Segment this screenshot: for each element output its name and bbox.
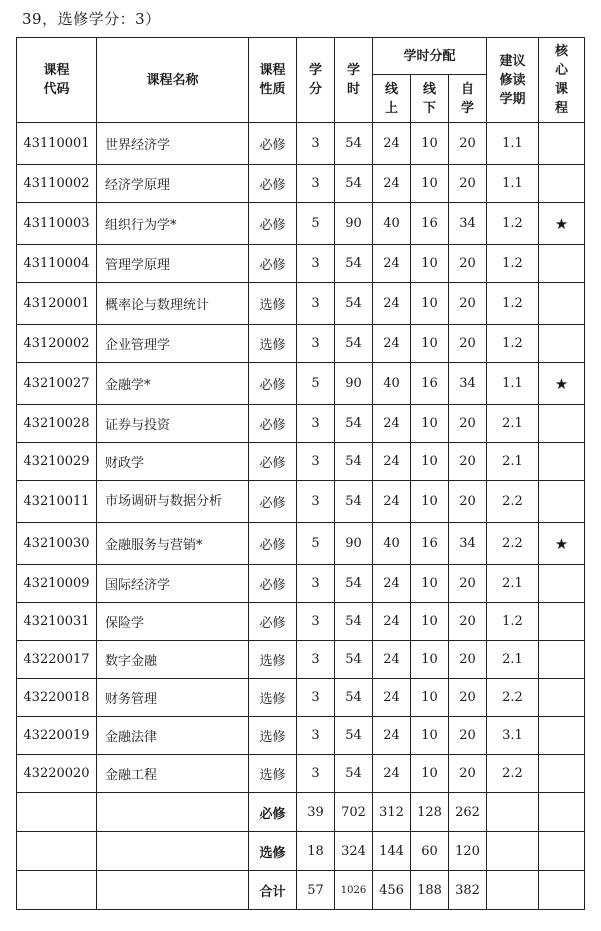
- course-code: 43210027: [17, 363, 97, 405]
- course-hours: 54: [335, 443, 373, 481]
- course-name: 保险学: [97, 603, 249, 641]
- course-offline-hours: 10: [411, 405, 449, 443]
- table-row: [17, 603, 585, 641]
- core-course-star: [539, 165, 585, 203]
- core-course-star: [539, 123, 585, 165]
- empty-cell: [97, 832, 249, 871]
- summary-hours: 1026: [335, 871, 373, 910]
- core-course-star: ★: [539, 363, 585, 405]
- course-nature: 必修: [249, 363, 297, 405]
- course-nature: 必修: [249, 245, 297, 283]
- course-code: 43220017: [17, 641, 97, 679]
- summary-self-hours: 382: [449, 871, 487, 910]
- course-self-hours: 20: [449, 405, 487, 443]
- empty-cell: [539, 871, 585, 910]
- course-self-hours: 20: [449, 123, 487, 165]
- course-online-hours: 40: [373, 203, 411, 245]
- summary-offline-hours: 128: [411, 793, 449, 832]
- course-self-hours: 20: [449, 443, 487, 481]
- course-online-hours: 24: [373, 245, 411, 283]
- course-credits: 3: [297, 325, 335, 363]
- summary-offline-hours: 60: [411, 832, 449, 871]
- summary-offline-hours: 188: [411, 871, 449, 910]
- course-nature: 选修: [249, 641, 297, 679]
- empty-cell: [97, 871, 249, 910]
- course-offline-hours: 10: [411, 443, 449, 481]
- table-row: [17, 165, 585, 203]
- core-course-star: [539, 679, 585, 717]
- course-code: 43120001: [17, 283, 97, 325]
- table-row: [17, 679, 585, 717]
- course-name: 金融服务与营销*: [97, 523, 249, 565]
- header-self-study: 自 学: [449, 75, 487, 123]
- course-nature: 必修: [249, 405, 297, 443]
- table-row: [17, 755, 585, 793]
- empty-cell: [17, 793, 97, 832]
- header-hours: 学 时: [335, 38, 373, 123]
- course-self-hours: 20: [449, 283, 487, 325]
- summary-credits: 18: [297, 832, 335, 871]
- course-code: 43110002: [17, 165, 97, 203]
- course-nature: 选修: [249, 755, 297, 793]
- empty-cell: [487, 832, 539, 871]
- course-credits: 3: [297, 165, 335, 203]
- summary-online-hours: 144: [373, 832, 411, 871]
- course-code: 43220020: [17, 755, 97, 793]
- course-nature: 选修: [249, 679, 297, 717]
- course-offline-hours: 10: [411, 283, 449, 325]
- course-code: 43110003: [17, 203, 97, 245]
- course-code: 43210030: [17, 523, 97, 565]
- course-offline-hours: 10: [411, 165, 449, 203]
- course-name: 金融法律: [97, 717, 249, 755]
- core-course-star: [539, 755, 585, 793]
- core-course-star: [539, 405, 585, 443]
- course-hours: 90: [335, 203, 373, 245]
- course-offline-hours: 10: [411, 603, 449, 641]
- course-code: 43210031: [17, 603, 97, 641]
- course-name: 财政学: [97, 443, 249, 481]
- summary-online-hours: 456: [373, 871, 411, 910]
- course-name: 企业管理学: [97, 325, 249, 363]
- core-course-star: [539, 603, 585, 641]
- course-online-hours: 24: [373, 755, 411, 793]
- course-self-hours: 20: [449, 165, 487, 203]
- course-credits: 5: [297, 523, 335, 565]
- course-hours: 54: [335, 165, 373, 203]
- core-course-star: ★: [539, 523, 585, 565]
- course-offline-hours: 10: [411, 679, 449, 717]
- course-term: 2.2: [487, 523, 539, 565]
- empty-cell: [539, 832, 585, 871]
- core-course-star: [539, 325, 585, 363]
- core-course-star: [539, 717, 585, 755]
- course-name: 财务管理: [97, 679, 249, 717]
- course-name: 证券与投资: [97, 405, 249, 443]
- course-online-hours: 24: [373, 325, 411, 363]
- core-course-star: ★: [539, 203, 585, 245]
- course-hours: 54: [335, 325, 373, 363]
- summary-label: 必修: [249, 793, 297, 832]
- course-self-hours: 20: [449, 603, 487, 641]
- course-offline-hours: 16: [411, 363, 449, 405]
- course-credits: 3: [297, 481, 335, 523]
- course-online-hours: 24: [373, 283, 411, 325]
- course-nature: 必修: [249, 165, 297, 203]
- summary-row-required: [17, 793, 585, 832]
- course-online-hours: 24: [373, 565, 411, 603]
- summary-label: 合计: [249, 871, 297, 910]
- core-course-star: [539, 481, 585, 523]
- course-nature: 必修: [249, 565, 297, 603]
- course-nature: 必修: [249, 443, 297, 481]
- course-credits: 3: [297, 565, 335, 603]
- table-caption: 39，选修学分：3）: [22, 10, 161, 28]
- course-code: 43210029: [17, 443, 97, 481]
- course-online-hours: 24: [373, 603, 411, 641]
- course-name: 金融学*: [97, 363, 249, 405]
- course-nature: 必修: [249, 523, 297, 565]
- course-hours: 54: [335, 481, 373, 523]
- course-term: 1.1: [487, 165, 539, 203]
- course-nature: 选修: [249, 283, 297, 325]
- course-hours: 90: [335, 523, 373, 565]
- course-offline-hours: 16: [411, 523, 449, 565]
- summary-credits: 39: [297, 793, 335, 832]
- course-hours: 54: [335, 123, 373, 165]
- course-term: 1.1: [487, 123, 539, 165]
- summary-self-hours: 262: [449, 793, 487, 832]
- header-course-nature: 课程 性质: [249, 38, 297, 123]
- course-hours: 54: [335, 717, 373, 755]
- empty-cell: [97, 793, 249, 832]
- course-online-hours: 24: [373, 481, 411, 523]
- table-row: [17, 717, 585, 755]
- course-online-hours: 24: [373, 679, 411, 717]
- course-code: 43220018: [17, 679, 97, 717]
- course-credits: 5: [297, 203, 335, 245]
- course-offline-hours: 10: [411, 717, 449, 755]
- course-hours: 54: [335, 245, 373, 283]
- course-name: 经济学原理: [97, 165, 249, 203]
- course-code: 43110004: [17, 245, 97, 283]
- header-credits: 学 分: [297, 38, 335, 123]
- course-term: 2.2: [487, 481, 539, 523]
- summary-online-hours: 312: [373, 793, 411, 832]
- course-self-hours: 20: [449, 325, 487, 363]
- course-term: 2.1: [487, 641, 539, 679]
- course-credits: 3: [297, 283, 335, 325]
- course-nature: 选修: [249, 717, 297, 755]
- course-name: 市场调研与数据分析: [97, 481, 249, 523]
- empty-cell: [487, 793, 539, 832]
- course-term: 1.1: [487, 363, 539, 405]
- course-term: 1.2: [487, 603, 539, 641]
- summary-hours: 702: [335, 793, 373, 832]
- course-self-hours: 20: [449, 481, 487, 523]
- header-course-name: 课程名称: [97, 38, 249, 123]
- course-credits: 3: [297, 443, 335, 481]
- table-header: [17, 38, 585, 123]
- course-credits: 3: [297, 245, 335, 283]
- course-hours: 54: [335, 679, 373, 717]
- empty-cell: [487, 871, 539, 910]
- course-term: 2.1: [487, 405, 539, 443]
- course-offline-hours: 10: [411, 245, 449, 283]
- summary-row-elective: [17, 832, 585, 871]
- summary-label: 选修: [249, 832, 297, 871]
- table-row: [17, 405, 585, 443]
- course-online-hours: 24: [373, 717, 411, 755]
- table-row: [17, 283, 585, 325]
- course-hours: 54: [335, 405, 373, 443]
- course-self-hours: 20: [449, 641, 487, 679]
- course-term: 1.2: [487, 283, 539, 325]
- summary-credits: 57: [297, 871, 335, 910]
- core-course-star: [539, 565, 585, 603]
- course-hours: 54: [335, 283, 373, 325]
- course-term: 2.2: [487, 679, 539, 717]
- course-term: 3.1: [487, 717, 539, 755]
- course-offline-hours: 10: [411, 481, 449, 523]
- table-row: [17, 523, 585, 565]
- course-self-hours: 34: [449, 203, 487, 245]
- course-online-hours: 24: [373, 443, 411, 481]
- course-term: 2.1: [487, 443, 539, 481]
- course-term: 2.1: [487, 565, 539, 603]
- table-row: [17, 641, 585, 679]
- summary-row-total: [17, 871, 585, 910]
- course-code: 43210028: [17, 405, 97, 443]
- course-term: 1.2: [487, 245, 539, 283]
- course-offline-hours: 10: [411, 565, 449, 603]
- course-credits: 3: [297, 679, 335, 717]
- table-row: [17, 123, 585, 165]
- course-credits: 3: [297, 755, 335, 793]
- table-body: [17, 123, 585, 910]
- course-credits: 3: [297, 123, 335, 165]
- course-self-hours: 20: [449, 755, 487, 793]
- header-suggested-term: 建议 修读 学期: [487, 38, 539, 123]
- course-code: 43120002: [17, 325, 97, 363]
- table-row: [17, 203, 585, 245]
- course-self-hours: 20: [449, 717, 487, 755]
- summary-hours: 324: [335, 832, 373, 871]
- course-self-hours: 20: [449, 679, 487, 717]
- table-row: [17, 481, 585, 523]
- core-course-star: [539, 443, 585, 481]
- course-nature: 必修: [249, 203, 297, 245]
- table-row: [17, 565, 585, 603]
- course-name: 世界经济学: [97, 123, 249, 165]
- header-core-course: 核 心 课 程: [539, 38, 585, 123]
- course-nature: 必修: [249, 481, 297, 523]
- course-credits: 3: [297, 717, 335, 755]
- course-online-hours: 24: [373, 123, 411, 165]
- course-offline-hours: 16: [411, 203, 449, 245]
- empty-cell: [17, 871, 97, 910]
- course-offline-hours: 10: [411, 123, 449, 165]
- course-name: 国际经济学: [97, 565, 249, 603]
- course-nature: 必修: [249, 603, 297, 641]
- course-table: [16, 37, 585, 910]
- course-hours: 90: [335, 363, 373, 405]
- course-online-hours: 24: [373, 165, 411, 203]
- course-credits: 5: [297, 363, 335, 405]
- course-online-hours: 24: [373, 641, 411, 679]
- course-term: 2.2: [487, 755, 539, 793]
- core-course-star: [539, 283, 585, 325]
- summary-self-hours: 120: [449, 832, 487, 871]
- course-name: 概率论与数理统计: [97, 283, 249, 325]
- course-offline-hours: 10: [411, 325, 449, 363]
- course-offline-hours: 10: [411, 641, 449, 679]
- header-offline: 线 下: [411, 75, 449, 123]
- course-code: 43210011: [17, 481, 97, 523]
- header-course-code: 课程 代码: [17, 38, 97, 123]
- core-course-star: [539, 245, 585, 283]
- course-online-hours: 24: [373, 405, 411, 443]
- table-row: [17, 443, 585, 481]
- course-code: 43110001: [17, 123, 97, 165]
- course-code: 43210009: [17, 565, 97, 603]
- course-name: 管理学原理: [97, 245, 249, 283]
- header-hours-distribution: 学时分配: [373, 38, 487, 75]
- course-self-hours: 34: [449, 363, 487, 405]
- course-credits: 3: [297, 603, 335, 641]
- course-term: 1.2: [487, 203, 539, 245]
- course-hours: 54: [335, 641, 373, 679]
- course-hours: 54: [335, 755, 373, 793]
- course-name: 数字金融: [97, 641, 249, 679]
- course-code: 43220019: [17, 717, 97, 755]
- header-online: 线 上: [373, 75, 411, 123]
- course-online-hours: 40: [373, 363, 411, 405]
- course-online-hours: 40: [373, 523, 411, 565]
- core-course-star: [539, 641, 585, 679]
- course-offline-hours: 10: [411, 755, 449, 793]
- table-row: [17, 363, 585, 405]
- course-hours: 54: [335, 565, 373, 603]
- course-name: 金融工程: [97, 755, 249, 793]
- course-self-hours: 34: [449, 523, 487, 565]
- course-hours: 54: [335, 603, 373, 641]
- course-nature: 必修: [249, 123, 297, 165]
- course-name: 组织行为学*: [97, 203, 249, 245]
- empty-cell: [539, 793, 585, 832]
- table-row: [17, 325, 585, 363]
- course-credits: 3: [297, 405, 335, 443]
- table-row: [17, 245, 585, 283]
- course-self-hours: 20: [449, 565, 487, 603]
- empty-cell: [17, 832, 97, 871]
- course-credits: 3: [297, 641, 335, 679]
- course-nature: 选修: [249, 325, 297, 363]
- course-term: 1.2: [487, 325, 539, 363]
- course-self-hours: 20: [449, 245, 487, 283]
